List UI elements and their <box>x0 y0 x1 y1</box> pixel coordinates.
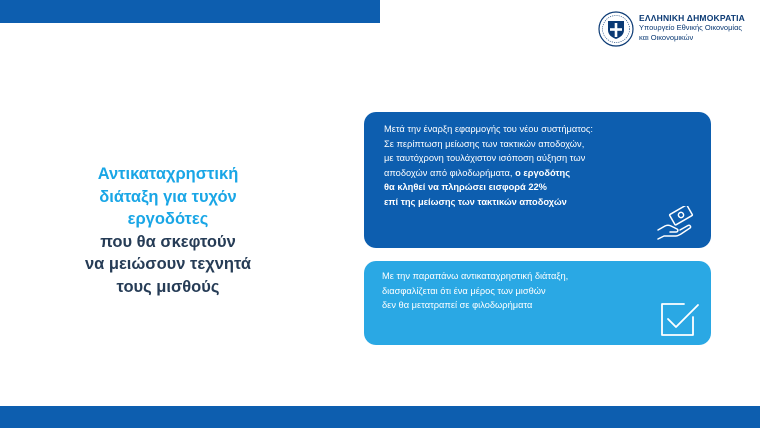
card-text-line: Μετά την έναρξη εφαρμογής του νέου συστήματος: <box>384 124 593 134</box>
card-text-line: με ταυτόχρονη τουλάχιστον ισόποση αύξηση των <box>384 153 586 163</box>
headline <box>38 163 298 298</box>
checkbox-icon <box>659 301 701 339</box>
card-text-bold: ο εργοδότης <box>512 167 571 178</box>
headline-line: διάταξη για τυχόν <box>99 187 237 206</box>
info-card-assurance <box>364 261 711 345</box>
headline-line: εργοδότες <box>127 210 209 228</box>
card-text-line: δεν θα μετατραπεί σε φιλοδωρήματα <box>382 300 533 310</box>
logo-title: ΕΛΛΗΝΙΚΗ ΔΗΜΟΚΡΑΤΙΑ <box>639 13 746 23</box>
money-hand-icon <box>655 206 699 242</box>
headline-line: που θα σκεφτούν <box>100 232 236 251</box>
top-accent-bar <box>0 0 380 23</box>
headline-line: τους μισθούς <box>116 277 220 296</box>
card-text-line: Με την παραπάνω αντικαταχρηστική διάταξη, <box>382 271 569 281</box>
card-text-normal: αποδοχών από φιλοδωρήματα, <box>384 167 513 178</box>
headline-line: να μειώσουν τεχνητά <box>84 255 252 273</box>
ministry-logo <box>598 11 745 47</box>
headline-line: Αντικαταχρηστική <box>97 165 239 183</box>
card-text-line: θα κληθεί να πληρώσει εισφορά 22% <box>384 182 547 192</box>
card-text-line <box>384 166 691 181</box>
bottom-accent-bar <box>0 406 760 428</box>
greek-seal-icon <box>598 11 634 47</box>
card-text-line: διασφαλίζεται ότι ένα μέρος των μισθών <box>382 285 546 296</box>
card-text-line: επί της μείωσης των τακτικών αποδοχών <box>384 196 567 207</box>
card-text-line: Σε περίπτωση μείωσης των τακτικών αποδοχών, <box>384 138 585 149</box>
logo-subtitle-1: Υπουργείο Εθνικής Οικονομίας <box>639 23 743 32</box>
info-card-penalty <box>364 112 711 248</box>
logo-subtitle-2: και Οικονομικών <box>639 33 694 42</box>
